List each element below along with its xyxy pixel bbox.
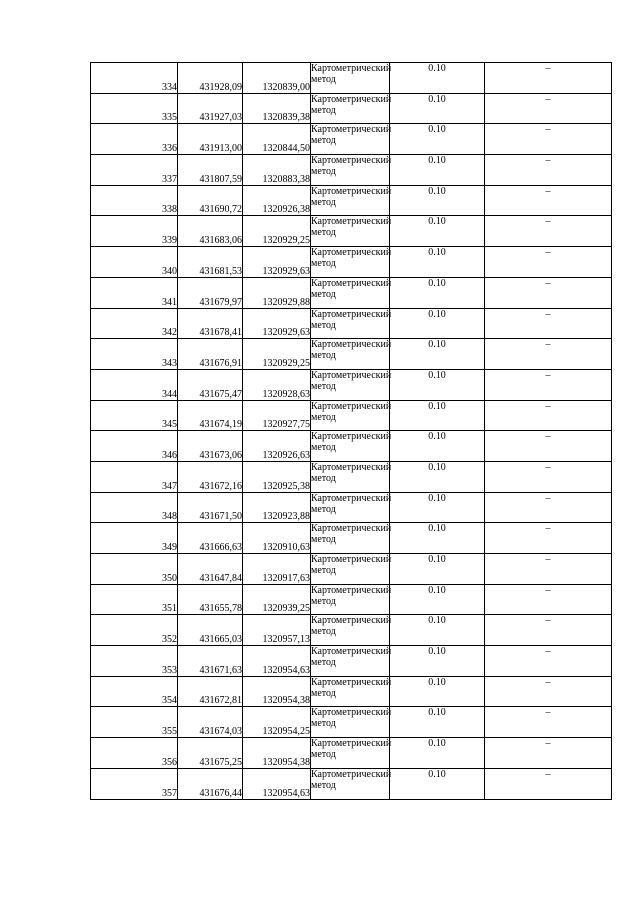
table-row [91, 768, 612, 799]
note-cell: – [485, 738, 612, 769]
error-cell: 0.10 [390, 308, 485, 339]
table-row [91, 461, 612, 492]
point-number-cell: 339 [91, 216, 178, 247]
point-number-cell: 343 [91, 339, 178, 370]
x-coordinate-cell: 431671,63 [178, 646, 243, 677]
x-coordinate-cell: 431674,19 [178, 400, 243, 431]
error-cell: 0.10 [390, 216, 485, 247]
error-cell: 0.10 [390, 369, 485, 400]
table-row [91, 554, 612, 585]
method-cell: Картометрический метод [311, 93, 390, 124]
y-coordinate-cell: 1320844,50 [243, 124, 311, 155]
note-cell: – [485, 707, 612, 738]
method-cell: Картометрический метод [311, 247, 390, 278]
note-cell: – [485, 431, 612, 462]
coordinates-table-body [91, 63, 612, 800]
table-row [91, 124, 612, 155]
table-row [91, 676, 612, 707]
y-coordinate-cell: 1320954,38 [243, 738, 311, 769]
error-cell: 0.10 [390, 400, 485, 431]
table-row [91, 93, 612, 124]
table-row [91, 63, 612, 94]
error-cell: 0.10 [390, 584, 485, 615]
table-row [91, 615, 612, 646]
point-number-cell: 350 [91, 554, 178, 585]
error-cell: 0.10 [390, 646, 485, 677]
x-coordinate-cell: 431665,03 [178, 615, 243, 646]
note-cell: – [485, 492, 612, 523]
method-cell: Картометрический метод [311, 523, 390, 554]
y-coordinate-cell: 1320954,25 [243, 707, 311, 738]
note-cell: – [485, 400, 612, 431]
table-row [91, 277, 612, 308]
error-cell: 0.10 [390, 523, 485, 554]
error-cell: 0.10 [390, 93, 485, 124]
table-row [91, 339, 612, 370]
note-cell: – [485, 615, 612, 646]
error-cell: 0.10 [390, 615, 485, 646]
method-cell: Картометрический метод [311, 369, 390, 400]
table-row [91, 216, 612, 247]
point-number-cell: 354 [91, 676, 178, 707]
error-cell: 0.10 [390, 554, 485, 585]
coordinates-table [90, 62, 612, 800]
note-cell: – [485, 461, 612, 492]
error-cell: 0.10 [390, 124, 485, 155]
method-cell: Картометрический метод [311, 63, 390, 94]
error-cell: 0.10 [390, 738, 485, 769]
y-coordinate-cell: 1320929,63 [243, 308, 311, 339]
x-coordinate-cell: 431913,00 [178, 124, 243, 155]
y-coordinate-cell: 1320954,63 [243, 768, 311, 799]
y-coordinate-cell: 1320929,63 [243, 247, 311, 278]
x-coordinate-cell: 431928,09 [178, 63, 243, 94]
point-number-cell: 335 [91, 93, 178, 124]
y-coordinate-cell: 1320910,63 [243, 523, 311, 554]
note-cell: – [485, 523, 612, 554]
error-cell: 0.10 [390, 461, 485, 492]
table-row [91, 492, 612, 523]
note-cell: – [485, 247, 612, 278]
method-cell: Картометрический метод [311, 277, 390, 308]
y-coordinate-cell: 1320929,25 [243, 339, 311, 370]
y-coordinate-cell: 1320929,88 [243, 277, 311, 308]
x-coordinate-cell: 431671,50 [178, 492, 243, 523]
error-cell: 0.10 [390, 431, 485, 462]
note-cell: – [485, 676, 612, 707]
x-coordinate-cell: 431676,44 [178, 768, 243, 799]
y-coordinate-cell: 1320883,38 [243, 155, 311, 186]
method-cell: Картометрический метод [311, 646, 390, 677]
point-number-cell: 346 [91, 431, 178, 462]
x-coordinate-cell: 431679,97 [178, 277, 243, 308]
x-coordinate-cell: 431807,59 [178, 155, 243, 186]
note-cell: – [485, 124, 612, 155]
table-row [91, 738, 612, 769]
note-cell: – [485, 768, 612, 799]
error-cell: 0.10 [390, 247, 485, 278]
method-cell: Картометрический метод [311, 308, 390, 339]
method-cell: Картометрический метод [311, 554, 390, 585]
point-number-cell: 337 [91, 155, 178, 186]
note-cell: – [485, 646, 612, 677]
note-cell: – [485, 155, 612, 186]
note-cell: – [485, 216, 612, 247]
x-coordinate-cell: 431676,91 [178, 339, 243, 370]
error-cell: 0.10 [390, 155, 485, 186]
x-coordinate-cell: 431927,03 [178, 93, 243, 124]
error-cell: 0.10 [390, 339, 485, 370]
table-row [91, 369, 612, 400]
point-number-cell: 342 [91, 308, 178, 339]
error-cell: 0.10 [390, 63, 485, 94]
note-cell: – [485, 584, 612, 615]
point-number-cell: 356 [91, 738, 178, 769]
point-number-cell: 355 [91, 707, 178, 738]
point-number-cell: 351 [91, 584, 178, 615]
point-number-cell: 353 [91, 646, 178, 677]
y-coordinate-cell: 1320839,00 [243, 63, 311, 94]
y-coordinate-cell: 1320926,63 [243, 431, 311, 462]
method-cell: Картометрический метод [311, 216, 390, 247]
x-coordinate-cell: 431675,47 [178, 369, 243, 400]
point-number-cell: 348 [91, 492, 178, 523]
method-cell: Картометрический метод [311, 124, 390, 155]
x-coordinate-cell: 431683,06 [178, 216, 243, 247]
point-number-cell: 334 [91, 63, 178, 94]
table-row [91, 155, 612, 186]
point-number-cell: 345 [91, 400, 178, 431]
method-cell: Картометрический метод [311, 400, 390, 431]
method-cell: Картометрический метод [311, 461, 390, 492]
y-coordinate-cell: 1320929,25 [243, 216, 311, 247]
note-cell: – [485, 369, 612, 400]
note-cell: – [485, 277, 612, 308]
x-coordinate-cell: 431678,41 [178, 308, 243, 339]
x-coordinate-cell: 431647,84 [178, 554, 243, 585]
x-coordinate-cell: 431674,03 [178, 707, 243, 738]
y-coordinate-cell: 1320957,13 [243, 615, 311, 646]
point-number-cell: 347 [91, 461, 178, 492]
table-row [91, 400, 612, 431]
note-cell: – [485, 63, 612, 94]
method-cell: Картометрический метод [311, 676, 390, 707]
x-coordinate-cell: 431672,81 [178, 676, 243, 707]
note-cell: – [485, 308, 612, 339]
method-cell: Картометрический метод [311, 185, 390, 216]
method-cell: Картометрический метод [311, 155, 390, 186]
table-row [91, 523, 612, 554]
point-number-cell: 344 [91, 369, 178, 400]
method-cell: Картометрический метод [311, 738, 390, 769]
x-coordinate-cell: 431672,16 [178, 461, 243, 492]
method-cell: Картометрический метод [311, 615, 390, 646]
x-coordinate-cell: 431666,63 [178, 523, 243, 554]
table-row [91, 185, 612, 216]
error-cell: 0.10 [390, 676, 485, 707]
x-coordinate-cell: 431673,06 [178, 431, 243, 462]
table-row [91, 431, 612, 462]
y-coordinate-cell: 1320926,38 [243, 185, 311, 216]
point-number-cell: 349 [91, 523, 178, 554]
note-cell: – [485, 339, 612, 370]
method-cell: Картометрический метод [311, 431, 390, 462]
y-coordinate-cell: 1320917,63 [243, 554, 311, 585]
method-cell: Картометрический метод [311, 339, 390, 370]
y-coordinate-cell: 1320928,63 [243, 369, 311, 400]
method-cell: Картометрический метод [311, 492, 390, 523]
point-number-cell: 357 [91, 768, 178, 799]
method-cell: Картометрический метод [311, 584, 390, 615]
y-coordinate-cell: 1320954,63 [243, 646, 311, 677]
x-coordinate-cell: 431690,72 [178, 185, 243, 216]
table-row [91, 247, 612, 278]
note-cell: – [485, 554, 612, 585]
table-row [91, 308, 612, 339]
error-cell: 0.10 [390, 185, 485, 216]
table-row [91, 646, 612, 677]
point-number-cell: 340 [91, 247, 178, 278]
error-cell: 0.10 [390, 492, 485, 523]
note-cell: – [485, 93, 612, 124]
table-row [91, 707, 612, 738]
y-coordinate-cell: 1320954,38 [243, 676, 311, 707]
error-cell: 0.10 [390, 707, 485, 738]
table-row [91, 584, 612, 615]
point-number-cell: 336 [91, 124, 178, 155]
point-number-cell: 341 [91, 277, 178, 308]
y-coordinate-cell: 1320925,38 [243, 461, 311, 492]
error-cell: 0.10 [390, 768, 485, 799]
point-number-cell: 338 [91, 185, 178, 216]
y-coordinate-cell: 1320923,88 [243, 492, 311, 523]
method-cell: Картометрический метод [311, 707, 390, 738]
x-coordinate-cell: 431675,25 [178, 738, 243, 769]
method-cell: Картометрический метод [311, 768, 390, 799]
x-coordinate-cell: 431655,78 [178, 584, 243, 615]
y-coordinate-cell: 1320939,25 [243, 584, 311, 615]
x-coordinate-cell: 431681,53 [178, 247, 243, 278]
point-number-cell: 352 [91, 615, 178, 646]
note-cell: – [485, 185, 612, 216]
y-coordinate-cell: 1320927,75 [243, 400, 311, 431]
error-cell: 0.10 [390, 277, 485, 308]
y-coordinate-cell: 1320839,38 [243, 93, 311, 124]
